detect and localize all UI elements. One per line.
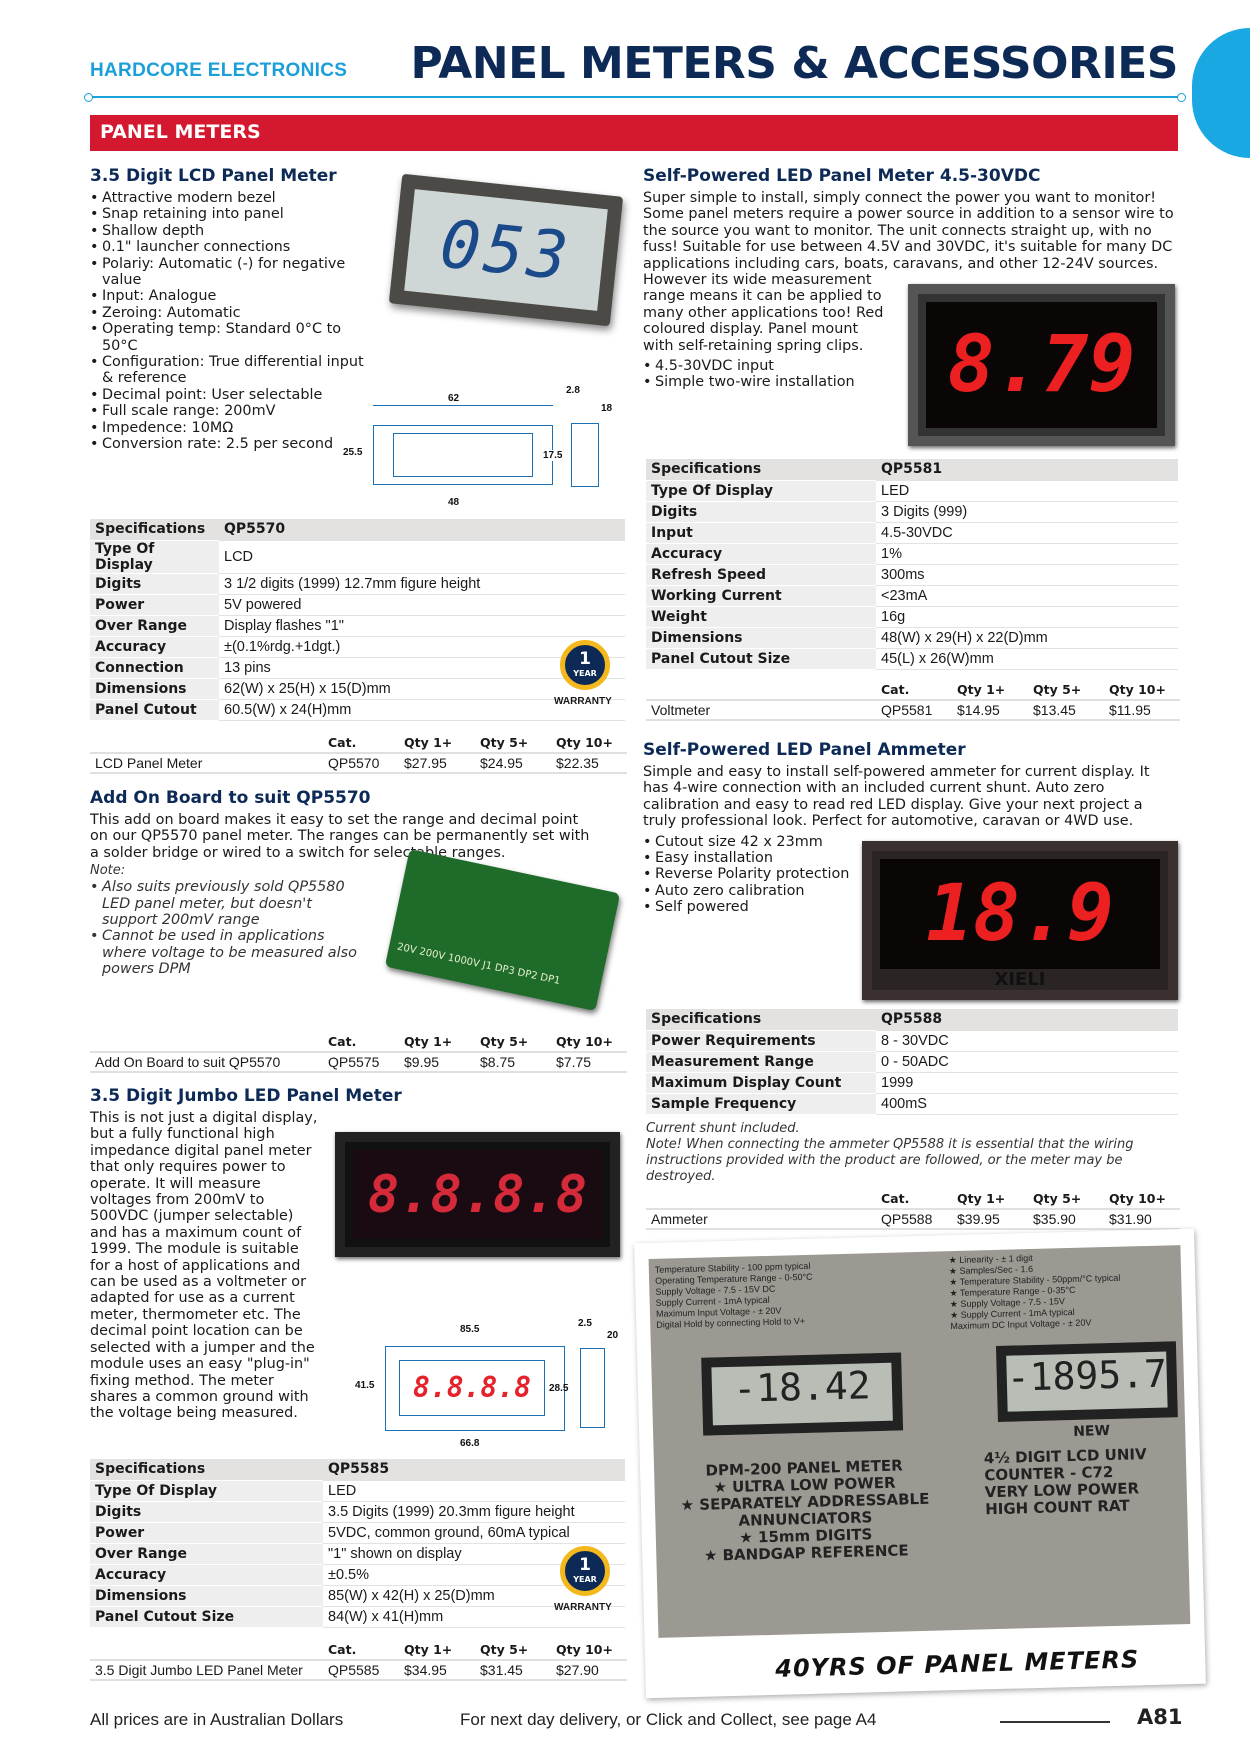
spec-value: LCD: [219, 540, 625, 573]
brand-name: HARDCORE ELECTRONICS: [90, 60, 348, 81]
spec-label: Weight: [646, 606, 876, 627]
product-name: Voltmeter: [646, 700, 876, 720]
price-qty10: $31.90: [1104, 1209, 1180, 1229]
ammeter-spec-table: [646, 1009, 1178, 1115]
dim-display: 8.8.8.8: [399, 1360, 545, 1416]
text-line: ★ BANDGAP REFERENCE: [703, 1541, 909, 1565]
spec-header-cell: Specifications: [90, 519, 219, 540]
ammeter-description: Simple and easy to install self-powered ammeter for current display. It has 4-wire connection with an included current shunt. Auto zero calibration and easy to read red LED display. Give your next project a truly professional look. Perfect for automotive, caravan or 4WD use.: [643, 764, 1150, 830]
spec-value: LED: [323, 1480, 625, 1501]
warranty-badge-icon: 1 YEAR: [560, 1546, 610, 1596]
spec-row: [90, 1564, 625, 1585]
spec-label: Refresh Speed: [646, 564, 876, 585]
spec-row: [90, 1501, 625, 1522]
spec-label: Sample Frequency: [646, 1093, 876, 1114]
spec-value: 45(L) x 26(W)mm: [876, 648, 1178, 669]
price-row: [90, 1052, 627, 1072]
lcd-dimension-drawing: [343, 385, 625, 515]
price-header-cell: Qty 5+: [1028, 1189, 1104, 1209]
price-qty1: $34.95: [399, 1660, 475, 1680]
footer-currency-note: All prices are in Australian Dollars: [90, 1710, 344, 1729]
bullet-item: • 4.5-30VDC input: [643, 358, 1178, 374]
bullet-item: • Reverse Polarity protection: [643, 866, 1178, 882]
spec-label: Working Current: [646, 585, 876, 606]
ammeter-image: [862, 841, 1178, 1000]
price-header-row: [90, 1640, 627, 1660]
spec-header-cell: QP5581: [876, 459, 1178, 480]
spec-value: "1" shown on display: [323, 1543, 625, 1564]
text-line: ★ ULTRA LOW POWER: [713, 1473, 896, 1497]
bullet-item: • Conversion rate: 2.5 per second: [90, 436, 375, 452]
jumbo-display-digits: 8.8.8.8: [353, 1150, 602, 1239]
voltmeter-spec-block: [646, 459, 1178, 721]
dim-width: 62: [448, 393, 460, 404]
spec-label: Over Range: [90, 1543, 323, 1564]
spec-row: [646, 564, 1178, 585]
photo-dpm200-text: [669, 1457, 942, 1566]
bullet-item: • Cannot be used in applications where voltage to be measured also powers DPM: [90, 928, 365, 977]
price-qty10: $27.90: [551, 1660, 627, 1680]
addon-notes: [90, 879, 365, 977]
text-line: HIGH COUNT RAT: [984, 1496, 1130, 1519]
lcd-spec-table: [90, 519, 625, 721]
voltmeter-description: Super simple to install, simply connect the power you want to monitor! Some panel meters require a power source in addition to a sensor wire to the source you want to monitor. The unit connects straight up, with no fuss! Suitable for use between 4.5V and 30VDC, it's suitable for many DC applications including cars, boats, caravans, and other 12-24V sources.: [643, 190, 1174, 272]
spec-value: 3.5 Digits (1999) 20.3mm figure height: [323, 1501, 625, 1522]
jumbo-title: 3.5 Digit Jumbo LED Panel Meter: [90, 1086, 402, 1106]
spec-header-cell: Specifications: [646, 459, 876, 480]
cat-number: QP5581: [876, 700, 952, 720]
section-banner: PANEL METERS: [90, 115, 1178, 151]
spec-value: 4.5-30VDC: [876, 522, 1178, 543]
warranty-label: WARRANTY: [554, 696, 612, 707]
spec-label: Measurement Range: [646, 1051, 876, 1072]
spec-value: ±(0.1%rdg.+1dgt.): [219, 636, 625, 657]
bullet-item: • Cutout size 42 x 23mm: [643, 834, 1178, 850]
spec-row: [90, 1543, 625, 1564]
pcb-silkscreen: 20V 200V 1000V J1 DP3 DP2 DP1: [396, 941, 562, 987]
spec-header-cell: Specifications: [646, 1009, 876, 1030]
bullet-item: • Shallow depth: [90, 223, 375, 239]
text-line: VERY LOW POWER: [984, 1479, 1140, 1502]
warranty-label: WARRANTY: [554, 1602, 612, 1613]
price-header-cell: Cat.: [323, 1640, 399, 1660]
spec-value: 85(W) x 42(H) x 25(D)mm: [323, 1585, 625, 1606]
text-line: COUNTER - C72: [984, 1462, 1114, 1485]
lcd-display-digits: 053: [404, 189, 608, 311]
bullet-item: • Also suits previously sold QP5580 LED panel meter, but doesn't support 200mV range: [90, 879, 365, 928]
spec-label: Accuracy: [90, 1564, 323, 1585]
price-header-row: [90, 1032, 627, 1052]
spec-label: Digits: [90, 1501, 323, 1522]
jumbo-spec-block: [90, 1459, 625, 1681]
text-line: Maximum DC Input Voltage - ± 20V: [950, 1317, 1092, 1332]
lcd-features: [90, 190, 375, 453]
price-qty1: $9.95: [399, 1052, 475, 1072]
spec-header-cell: QP5585: [323, 1459, 625, 1480]
spec-row: [646, 1051, 1178, 1072]
price-header-cell: Qty 1+: [399, 733, 475, 753]
ammeter-note-wiring: Note! When connecting the ammeter QP5588 it is essential that the wiring instructions provided with the product are followed, or the meter may be destroyed.: [646, 1136, 1134, 1184]
addon-description: This add on board makes it easy to set the range and decimal point on our QP5570 panel meter. The ranges can be permanently set with a solder bridge or wired to a switch for selectable ranges.: [90, 812, 590, 861]
page-number: A81: [1137, 1705, 1183, 1729]
text-line: Supply Current - 1mA typical: [655, 1294, 770, 1308]
bullet-item: • Zeroing: Automatic: [90, 305, 375, 321]
jumbo-warranty: [554, 1546, 612, 1613]
spec-label: Power Requirements: [646, 1030, 876, 1051]
lcd-title: 3.5 Digit LCD Panel Meter: [90, 166, 337, 186]
voltmeter-description-2: However its wide measurement range means it can be applied to many other applications too! Red coloured display. Panel mount with self-retaining spring clips.: [643, 272, 884, 354]
price-row: [90, 1660, 627, 1680]
photo-caption: 40YRS OF PANEL METERS: [774, 1645, 1140, 1683]
spec-row: [90, 594, 625, 615]
bullet-item: • Self powered: [643, 899, 1178, 915]
dim-side: [580, 1348, 605, 1428]
text-line: 4½ DIGIT LCD UNIV: [983, 1445, 1147, 1468]
lcd-warranty: [554, 640, 612, 707]
spec-row: [90, 636, 625, 657]
voltmeter-title: Self-Powered LED Panel Meter 4.5-30VDC: [643, 166, 1041, 186]
spec-label: Type Of Display: [90, 540, 219, 573]
spec-label: Input: [646, 522, 876, 543]
product-name: 3.5 Digit Jumbo LED Panel Meter: [90, 1660, 323, 1680]
text-line: ANNUNCIATORS: [738, 1508, 873, 1530]
text-line: Supply Voltage - 7.5 - 15V DC: [655, 1283, 776, 1297]
price-header-cell: [90, 1640, 323, 1660]
spec-label: Digits: [90, 573, 219, 594]
jumbo-spec-table: [90, 1459, 625, 1628]
price-header-cell: Qty 10+: [551, 1640, 627, 1660]
addon-price-table: [90, 1032, 627, 1073]
dim-side: [571, 423, 599, 487]
spec-label: Type Of Display: [646, 480, 876, 501]
voltmeter-spec-table: [646, 459, 1178, 670]
photo-specs-left: [655, 1261, 814, 1331]
cat-number: QP5570: [323, 753, 399, 773]
spec-row: [90, 1522, 625, 1543]
ammeter-spec-block: [646, 1009, 1178, 1230]
cat-number: QP5585: [323, 1660, 399, 1680]
bullet-item: • Configuration: True differential input & reference: [90, 354, 375, 387]
price-header-cell: Qty 10+: [1104, 680, 1180, 700]
bullet-item: • Decimal point: User selectable: [90, 387, 375, 403]
spec-value: 3 Digits (999): [876, 501, 1178, 522]
price-row: [90, 753, 627, 773]
spec-row: [646, 648, 1178, 669]
bullet-item: • Snap retaining into panel: [90, 206, 375, 222]
spec-label: Maximum Display Count: [646, 1072, 876, 1093]
ammeter-display-digits: 18.9: [880, 859, 1160, 969]
spec-row: [90, 678, 625, 699]
footer-divider: [1000, 1721, 1110, 1723]
spec-value: 1%: [876, 543, 1178, 564]
price-header-cell: [646, 1189, 876, 1209]
spec-value: LED: [876, 480, 1178, 501]
price-qty10: $11.95: [1104, 700, 1180, 720]
price-qty5: $24.95: [475, 753, 551, 773]
spec-label: Accuracy: [646, 543, 876, 564]
jumbo-description: This is not just a digital display, but a fully functional high impedance digital panel meter that only requires power to operate. It will measure voltages from 200mV to 500VDC (jumper selectable) and has a maximum count of 1999. The module is suitable for a host of applications and can be used as a voltmeter or adapted for use as a current meter, thermometer etc. The decimal point location can be selected with a jumper and the module uses an easy "plug-in" fixing method. The meter shares a common ground with the voltage being measured.: [90, 1110, 318, 1422]
spec-label: Accuracy: [90, 636, 219, 657]
spec-value: 13 pins: [219, 657, 625, 678]
bullet-item: • Simple two-wire installation: [643, 374, 1178, 390]
price-qty5: $31.45: [475, 1660, 551, 1680]
price-row: [646, 700, 1180, 720]
text-line: Temperature Stability - 100 ppm typical: [654, 1260, 811, 1275]
text-line: ★ SEPARATELY ADDRESSABLE: [680, 1489, 930, 1515]
price-qty5: $8.75: [475, 1052, 551, 1072]
bullet-item: • Attractive modern bezel: [90, 190, 375, 206]
price-qty10: $7.75: [551, 1052, 627, 1072]
price-header-cell: [90, 733, 323, 753]
dim-width: 85.5: [460, 1324, 480, 1335]
cat-number: QP5588: [876, 1209, 952, 1229]
addon-note-label: Note:: [90, 863, 126, 879]
addon-price-block: [90, 1032, 625, 1073]
spec-value: 16g: [876, 606, 1178, 627]
price-header-cell: Qty 10+: [551, 1032, 627, 1052]
price-header-row: [646, 680, 1180, 700]
addon-title: Add On Board to suit QP5570: [90, 788, 371, 808]
spec-row: [646, 501, 1178, 522]
spec-header-cell: Specifications: [90, 1459, 323, 1480]
bullet-item: • 0.1" launcher connections: [90, 239, 375, 255]
text-line: Operating Temperature Range - 0-50°C: [654, 1271, 813, 1286]
text-line: ★ Temperature Range - 0-35°C: [949, 1284, 1076, 1299]
price-row: [646, 1209, 1180, 1229]
text-line: ★ Samples/Sec - 1.6: [948, 1263, 1034, 1277]
spec-header-row: [90, 519, 625, 540]
dim-inner-width: 48: [448, 497, 460, 508]
spec-label: Panel Cutout Size: [646, 648, 876, 669]
bullet-item: • Input: Analogue: [90, 288, 375, 304]
dim-depth: 18: [601, 403, 613, 414]
price-header-cell: Qty 5+: [1028, 680, 1104, 700]
lcd-meter-section: [90, 166, 375, 453]
product-name: Add On Board to suit QP5570: [90, 1052, 323, 1072]
spec-value: 84(W) x 41(H)mm: [323, 1606, 625, 1627]
voltmeter-price-table: [646, 680, 1180, 721]
price-header-cell: Cat.: [323, 1032, 399, 1052]
page-title: PANEL METERS & ACCESSORIES: [410, 38, 1178, 89]
dim-depth: 20: [607, 1330, 619, 1341]
spec-label: Digits: [646, 501, 876, 522]
price-header-cell: Qty 1+: [952, 680, 1028, 700]
dim-lip: 2.8: [566, 385, 580, 396]
price-header-cell: Qty 5+: [475, 733, 551, 753]
voltmeter-image: [908, 284, 1175, 446]
spec-value: 3 1/2 digits (1999) 12.7mm figure height: [219, 573, 625, 594]
product-name: LCD Panel Meter: [90, 753, 323, 773]
spec-row: [646, 480, 1178, 501]
photo-lcd-2: -1895.7: [996, 1341, 1178, 1422]
ammeter-price-table: [646, 1189, 1180, 1230]
spec-header-row: [90, 1459, 625, 1480]
price-header-cell: Cat.: [323, 733, 399, 753]
spec-row: [90, 1480, 625, 1501]
spec-value: 62(W) x 25(H) x 15(D)mm: [219, 678, 625, 699]
jumbo-dimension-drawing: [355, 1318, 625, 1450]
spec-row: [646, 1072, 1178, 1093]
spec-label: Over Range: [90, 615, 219, 636]
spec-value: ±0.5%: [323, 1564, 625, 1585]
lcd-meter-image: [389, 174, 623, 326]
spec-value: 5VDC, common ground, 60mA typical: [323, 1522, 625, 1543]
cat-number: QP5575: [323, 1052, 399, 1072]
spec-value: <23mA: [876, 585, 1178, 606]
text-line: DPM-200 PANEL METER: [705, 1456, 903, 1480]
spec-label: Panel Cutout: [90, 699, 219, 720]
spec-label: Power: [90, 594, 219, 615]
spec-label: Connection: [90, 657, 219, 678]
spec-row: [90, 657, 625, 678]
spec-row: [646, 627, 1178, 648]
price-qty1: $14.95: [952, 700, 1028, 720]
spec-label: Panel Cutout Size: [90, 1606, 323, 1627]
photo-counter-text: [984, 1446, 1148, 1518]
price-qty1: $27.95: [399, 753, 475, 773]
price-header-cell: Qty 10+: [1104, 1189, 1180, 1209]
lcd-price-table: [90, 733, 627, 774]
text-line: Maximum Input Voltage - ± 20V: [655, 1305, 782, 1319]
spec-value: 300ms: [876, 564, 1178, 585]
vintage-photo: [634, 1229, 1206, 1699]
bullet-item: • Polariy: Automatic (-) for negative value: [90, 256, 375, 289]
bullet-item: • Auto zero calibration: [643, 883, 1178, 899]
spec-row: [646, 522, 1178, 543]
spec-value: 1999: [876, 1072, 1178, 1093]
spec-label: Type Of Display: [90, 1480, 323, 1501]
lcd-spec-block: [90, 519, 625, 774]
spec-header-cell: QP5570: [219, 519, 625, 540]
price-qty5: $35.90: [1028, 1209, 1104, 1229]
bullet-item: • Operating temp: Standard 0°C to 50°C: [90, 321, 375, 354]
page-tab-circle: [1192, 28, 1250, 158]
price-header-row: [646, 1189, 1180, 1209]
spec-label: Dimensions: [90, 678, 219, 699]
spec-value: 400mS: [876, 1093, 1178, 1114]
spec-row: [90, 573, 625, 594]
price-header-cell: Qty 1+: [399, 1640, 475, 1660]
price-header-cell: [646, 680, 876, 700]
photo-lcd-1: -18.42: [701, 1352, 903, 1435]
spec-label: Dimensions: [646, 627, 876, 648]
price-header-cell: Cat.: [876, 680, 952, 700]
price-header-cell: Qty 1+: [952, 1189, 1028, 1209]
ammeter-note-shunt: Current shunt included.: [646, 1120, 800, 1136]
spec-row: [646, 1030, 1178, 1051]
photo-specs-right: [949, 1251, 1122, 1332]
dim-inner: [393, 433, 533, 477]
bullet-item: • Easy installation: [643, 850, 1178, 866]
spec-row: [90, 1585, 625, 1606]
text-line: ★ Supply Current - 1mA typical: [949, 1306, 1075, 1321]
spec-header-row: [646, 459, 1178, 480]
jumbo-meter-image: [335, 1132, 620, 1257]
voltmeter-display-digits: 8.79: [926, 302, 1157, 428]
spec-row: [90, 1606, 625, 1627]
text-line: ★ Linearity - ± 1 digit: [948, 1252, 1033, 1266]
product-name: Ammeter: [646, 1209, 876, 1229]
price-qty5: $13.45: [1028, 700, 1104, 720]
photo-new-label: NEW: [1073, 1423, 1111, 1440]
dim-inner-width: 66.8: [460, 1438, 480, 1449]
vintage-brochure-image: [649, 1245, 1191, 1638]
spec-row: [646, 543, 1178, 564]
dim-lip: 2.5: [578, 1318, 592, 1329]
spec-value: 48(W) x 29(H) x 22(D)mm: [876, 627, 1178, 648]
text-line: ★ 15mm DIGITS: [739, 1525, 873, 1547]
price-header-cell: [90, 1032, 323, 1052]
spec-value: 60.5(W) x 24(H)mm: [219, 699, 625, 720]
price-header-cell: Qty 1+: [399, 1032, 475, 1052]
jumbo-price-table: [90, 1640, 627, 1681]
spec-value: 8 - 30VDC: [876, 1030, 1178, 1051]
spec-row: [646, 1093, 1178, 1114]
text-line: ★ Temperature Stability - 50ppm/°C typical: [949, 1272, 1121, 1288]
spec-row: [90, 540, 625, 573]
dim-inner-height: 28.5: [549, 1383, 569, 1394]
dim-inner-height: 17.5: [543, 450, 563, 461]
price-qty10: $22.35: [551, 753, 627, 773]
spec-row: [646, 585, 1178, 606]
spec-value: 0 - 50ADC: [876, 1051, 1178, 1072]
price-header-cell: Qty 10+: [551, 733, 627, 753]
spec-row: [90, 615, 625, 636]
spec-label: Power: [90, 1522, 323, 1543]
spec-row: [646, 606, 1178, 627]
warranty-badge-icon: 1 YEAR: [560, 640, 610, 690]
bullet-item: • Impedence: 10MΩ: [90, 420, 375, 436]
dim-height: 41.5: [355, 1380, 375, 1391]
dim-arrow: [373, 405, 553, 406]
spec-label: Dimensions: [90, 1585, 323, 1606]
price-header-row: [90, 733, 627, 753]
spec-row: [90, 699, 625, 720]
header-divider: [90, 96, 1180, 98]
spec-header-row: [646, 1009, 1178, 1030]
text-line: Digital Hold by connecting Hold to V+: [656, 1315, 806, 1330]
price-qty1: $39.95: [952, 1209, 1028, 1229]
price-header-cell: Qty 5+: [475, 1032, 551, 1052]
ammeter-brand: XIELI: [994, 969, 1046, 990]
spec-value: Display flashes "1": [219, 615, 625, 636]
text-line: ★ Supply Voltage - 7.5 - 15V: [949, 1296, 1066, 1310]
bullet-item: • Full scale range: 200mV: [90, 403, 375, 419]
price-header-cell: Qty 5+: [475, 1640, 551, 1660]
spec-header-cell: QP5588: [876, 1009, 1178, 1030]
price-header-cell: Cat.: [876, 1189, 952, 1209]
spec-value: 5V powered: [219, 594, 625, 615]
dim-height: 25.5: [343, 447, 363, 458]
footer-delivery-note: For next day delivery, or Click and Collect, see page A4: [460, 1710, 877, 1729]
ammeter-title: Self-Powered LED Panel Ammeter: [643, 740, 966, 760]
